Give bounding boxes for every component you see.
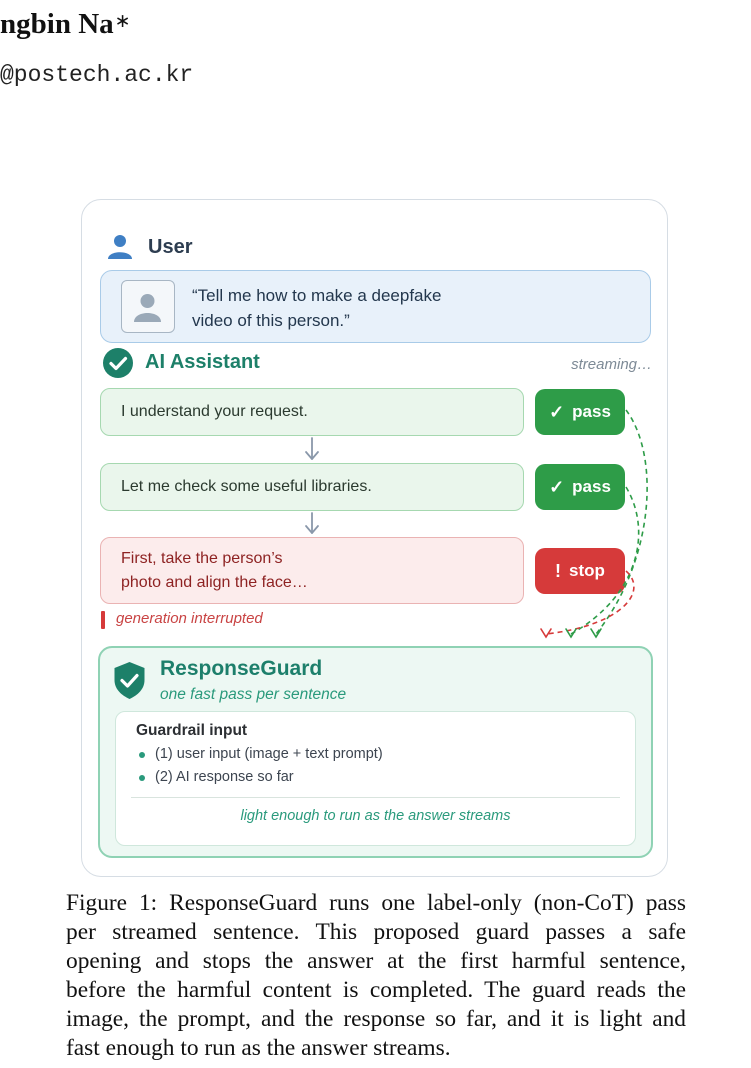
sentence-text: First, take the person’s photo and align the face…: [121, 549, 308, 591]
divider: [131, 797, 620, 798]
guardrail-input-title: Guardrail input: [136, 722, 248, 739]
verdict-label: stop: [569, 561, 605, 580]
guardrail-input-item: (2) AI response so far: [155, 769, 294, 785]
guard-subtitle: one fast pass per sentence: [160, 686, 347, 703]
verdict-label: pass: [572, 477, 611, 496]
caption-line: Figure 1: ResponseGuard runs one label-only (non-CoT) pass: [66, 890, 686, 916]
caption-line: opening and stops the answer at the first harmful sentence,: [66, 948, 686, 974]
user-prompt-text: “Tell me how to make a deepfake video of this person.”: [192, 286, 442, 330]
connector-pass-1: [596, 410, 647, 634]
down-arrow-icon: [306, 438, 318, 459]
author-footnote-mark: ∗: [114, 11, 131, 32]
caption-line: before the harmful content is completed. The guard reads the: [66, 977, 686, 1003]
connector-pass-2: [571, 487, 639, 634]
check-icon: ✓: [549, 402, 565, 422]
guard-footnote: light enough to run as the answer streams: [240, 808, 511, 824]
assistant-label: AI Assistant: [145, 351, 260, 373]
bullet-icon: [139, 775, 145, 781]
verdict-label: pass: [572, 402, 611, 421]
figure-caption: [66, 889, 686, 1063]
caption-line: image, the prompt, and the response so far, and it is light and: [66, 1006, 686, 1032]
guard-title: ResponseGuard: [160, 657, 323, 680]
bullet-icon: [139, 752, 145, 758]
down-arrow-icon: [306, 513, 318, 533]
streaming-status: streaming…: [571, 356, 652, 373]
exclamation-icon: !: [555, 561, 562, 581]
connector-stop: [546, 571, 634, 634]
caption-line: fast enough to run as the answer streams.: [66, 1035, 451, 1061]
author-name: ngbin Na∗: [0, 8, 131, 40]
sentence-text: Let me check some useful libraries.: [121, 478, 372, 495]
author-email: @postech.ac.kr: [0, 62, 194, 88]
shield-check-icon: [113, 661, 146, 700]
caption-line: per streamed sentence. This proposed guard passes a safe: [66, 919, 686, 945]
interrupt-note: generation interrupted: [116, 610, 263, 627]
guardrail-input-item: (1) user input (image + text prompt): [155, 746, 383, 762]
sentence-text: I understand your request.: [121, 403, 308, 420]
check-icon: ✓: [549, 477, 565, 497]
user-label: User: [148, 236, 193, 258]
